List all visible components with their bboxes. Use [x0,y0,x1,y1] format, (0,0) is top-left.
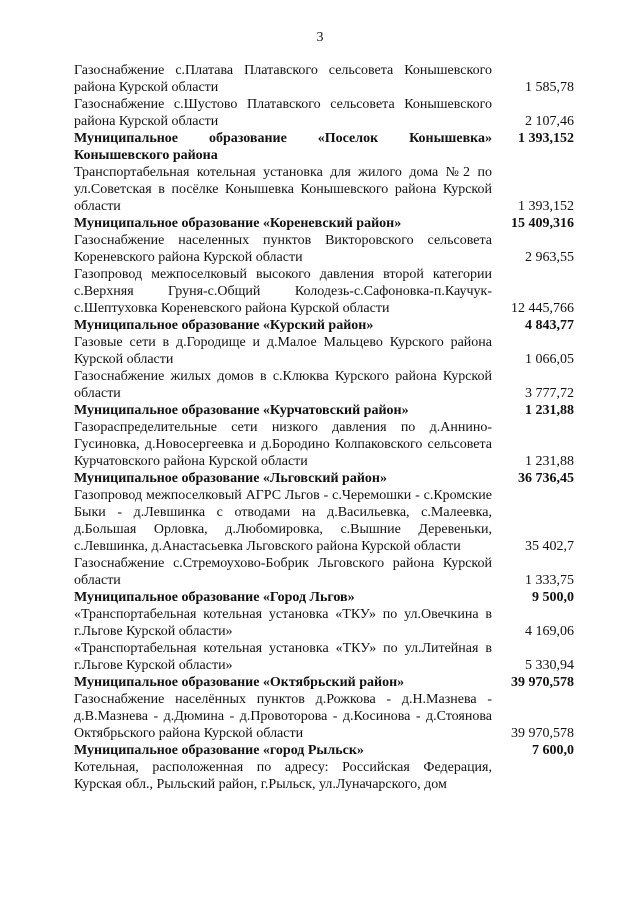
municipality-name: Муниципальное образование «Город Льгов» [74,590,355,605]
project-amount: 1 231,88 [525,454,574,469]
project-description: Газовые сети в д.Городище и д.Малое Мальцево Курского района Курской области [74,335,492,367]
project-row [74,555,574,589]
municipality-total: 1 231,88 [525,403,574,418]
municipality-header-row [74,402,574,419]
municipality-header-row [74,470,574,487]
project-row [74,334,574,368]
project-row [74,232,574,266]
project-amount: 35 402,7 [525,539,574,554]
project-amount: 2 107,46 [525,114,574,129]
project-description: Газораспределительные сети низкого давления по д.Аннино-Гусиновка, д.Новосергеевка и д.Бородино Колпаковского сельсовета Курчатовского района Курской области [74,420,492,469]
project-row [74,691,574,742]
project-row [74,62,574,96]
municipality-header-row [74,130,574,164]
project-description: Газопровод межпоселковый высокого давления второй категории с.Верхняя Груня-с.Общий Колодезь-с.Сафоновка-п.Каучук-с.Шептуховка Кореневского района Курской области [74,267,492,316]
project-description: Газоснабжение населённых пунктов д.Рожкова - д.Н.Мазнева - д.В.Мазнева - д.Дюмина - д.Провоторова - д.Косинова - д.Стоянова Октябрьского района Курской области [74,692,492,741]
project-row [74,759,574,793]
project-description: Газоснабжение с.Платава Платавского сельсовета Конышевского района Курской области [74,63,492,95]
project-row [74,266,574,317]
project-row [74,368,574,402]
project-description: Газоснабжение с.Шустово Платавского сельсовета Конышевского района Курской области [74,97,492,129]
page-number: 3 [316,30,324,45]
project-amount: 1 585,78 [525,80,574,95]
funding-table [74,62,574,793]
project-row [74,487,574,555]
municipality-total: 1 393,152 [518,131,574,146]
project-amount: 1 333,75 [525,573,574,588]
municipality-header-row [74,674,574,691]
municipality-total: 9 500,0 [532,590,574,605]
municipality-total: 15 409,316 [511,216,574,231]
municipality-name: Муниципальное образование «Курчатовский район» [74,403,409,418]
municipality-name: Муниципальное образование «Кореневский район» [74,216,402,231]
municipality-name: Муниципальное образование «город Рыльск» [74,743,364,758]
project-row [74,164,574,215]
project-amount: 5 330,94 [525,658,574,673]
project-description: Газоснабжение с.Стремоухово-Бобрик Льговского района Курской области [74,556,492,588]
municipality-total: 4 843,77 [525,318,574,333]
project-amount: 4 169,06 [525,624,574,639]
project-amount: 1 066,05 [525,352,574,367]
municipality-name: Муниципальное образование «Курский район» [74,318,374,333]
project-description: «Транспортабельная котельная установка «ТКУ» по ул.Овечкина в г.Льгове Курской области» [74,607,492,639]
project-description: Транспортабельная котельная установка для жилого дома №2 по ул.Советская в посёлке Конышевка Конышевского района Курской области [74,165,492,214]
municipality-header-row [74,742,574,759]
project-description: Газоснабжение жилых домов в с.Клюква Курского района Курской области [74,369,492,401]
municipality-total: 7 600,0 [532,743,574,758]
project-amount: 1 393,152 [518,199,574,214]
municipality-header-row [74,215,574,232]
project-description: Котельная, расположенная по адресу: Российская Федерация, Курская обл., Рыльский район, г.Рыльск, ул.Луначарского, дом [74,760,492,792]
project-description: Газоснабжение населенных пунктов Викторовского сельсовета Кореневского района Курской области [74,233,492,265]
municipality-name: Муниципальное образование «Поселок Конышевка» Конышевского района [74,131,492,163]
project-row [74,606,574,640]
municipality-name: Муниципальное образование «Октябрьский район» [74,675,405,690]
municipality-name: Муниципальное образование «Льговский район» [74,471,387,486]
municipality-total: 36 736,45 [518,471,574,486]
project-row [74,96,574,130]
municipality-total: 39 970,578 [511,675,574,690]
project-description: «Транспортабельная котельная установка «ТКУ» по ул.Литейная в г.Льгове Курской области» [74,641,492,673]
project-amount: 2 963,55 [525,250,574,265]
project-row [74,419,574,470]
municipality-header-row [74,317,574,334]
project-row [74,640,574,674]
project-amount: 39 970,578 [511,726,574,741]
municipality-header-row [74,589,574,606]
project-description: Газопровод межпоселковый АГРС Льгов - с.Черемошки - с.Кромские Быки - д.Левшинка с отводами на д.Васильевка, с.Малеевка, д.Большая Орловка, д.Любомировка, с.Вышние Деревеньки, с.Левшинка, д.Анастасьевка Льговского района Курской области [74,488,492,554]
project-amount: 3 777,72 [525,386,574,401]
project-amount: 12 445,766 [511,301,574,316]
